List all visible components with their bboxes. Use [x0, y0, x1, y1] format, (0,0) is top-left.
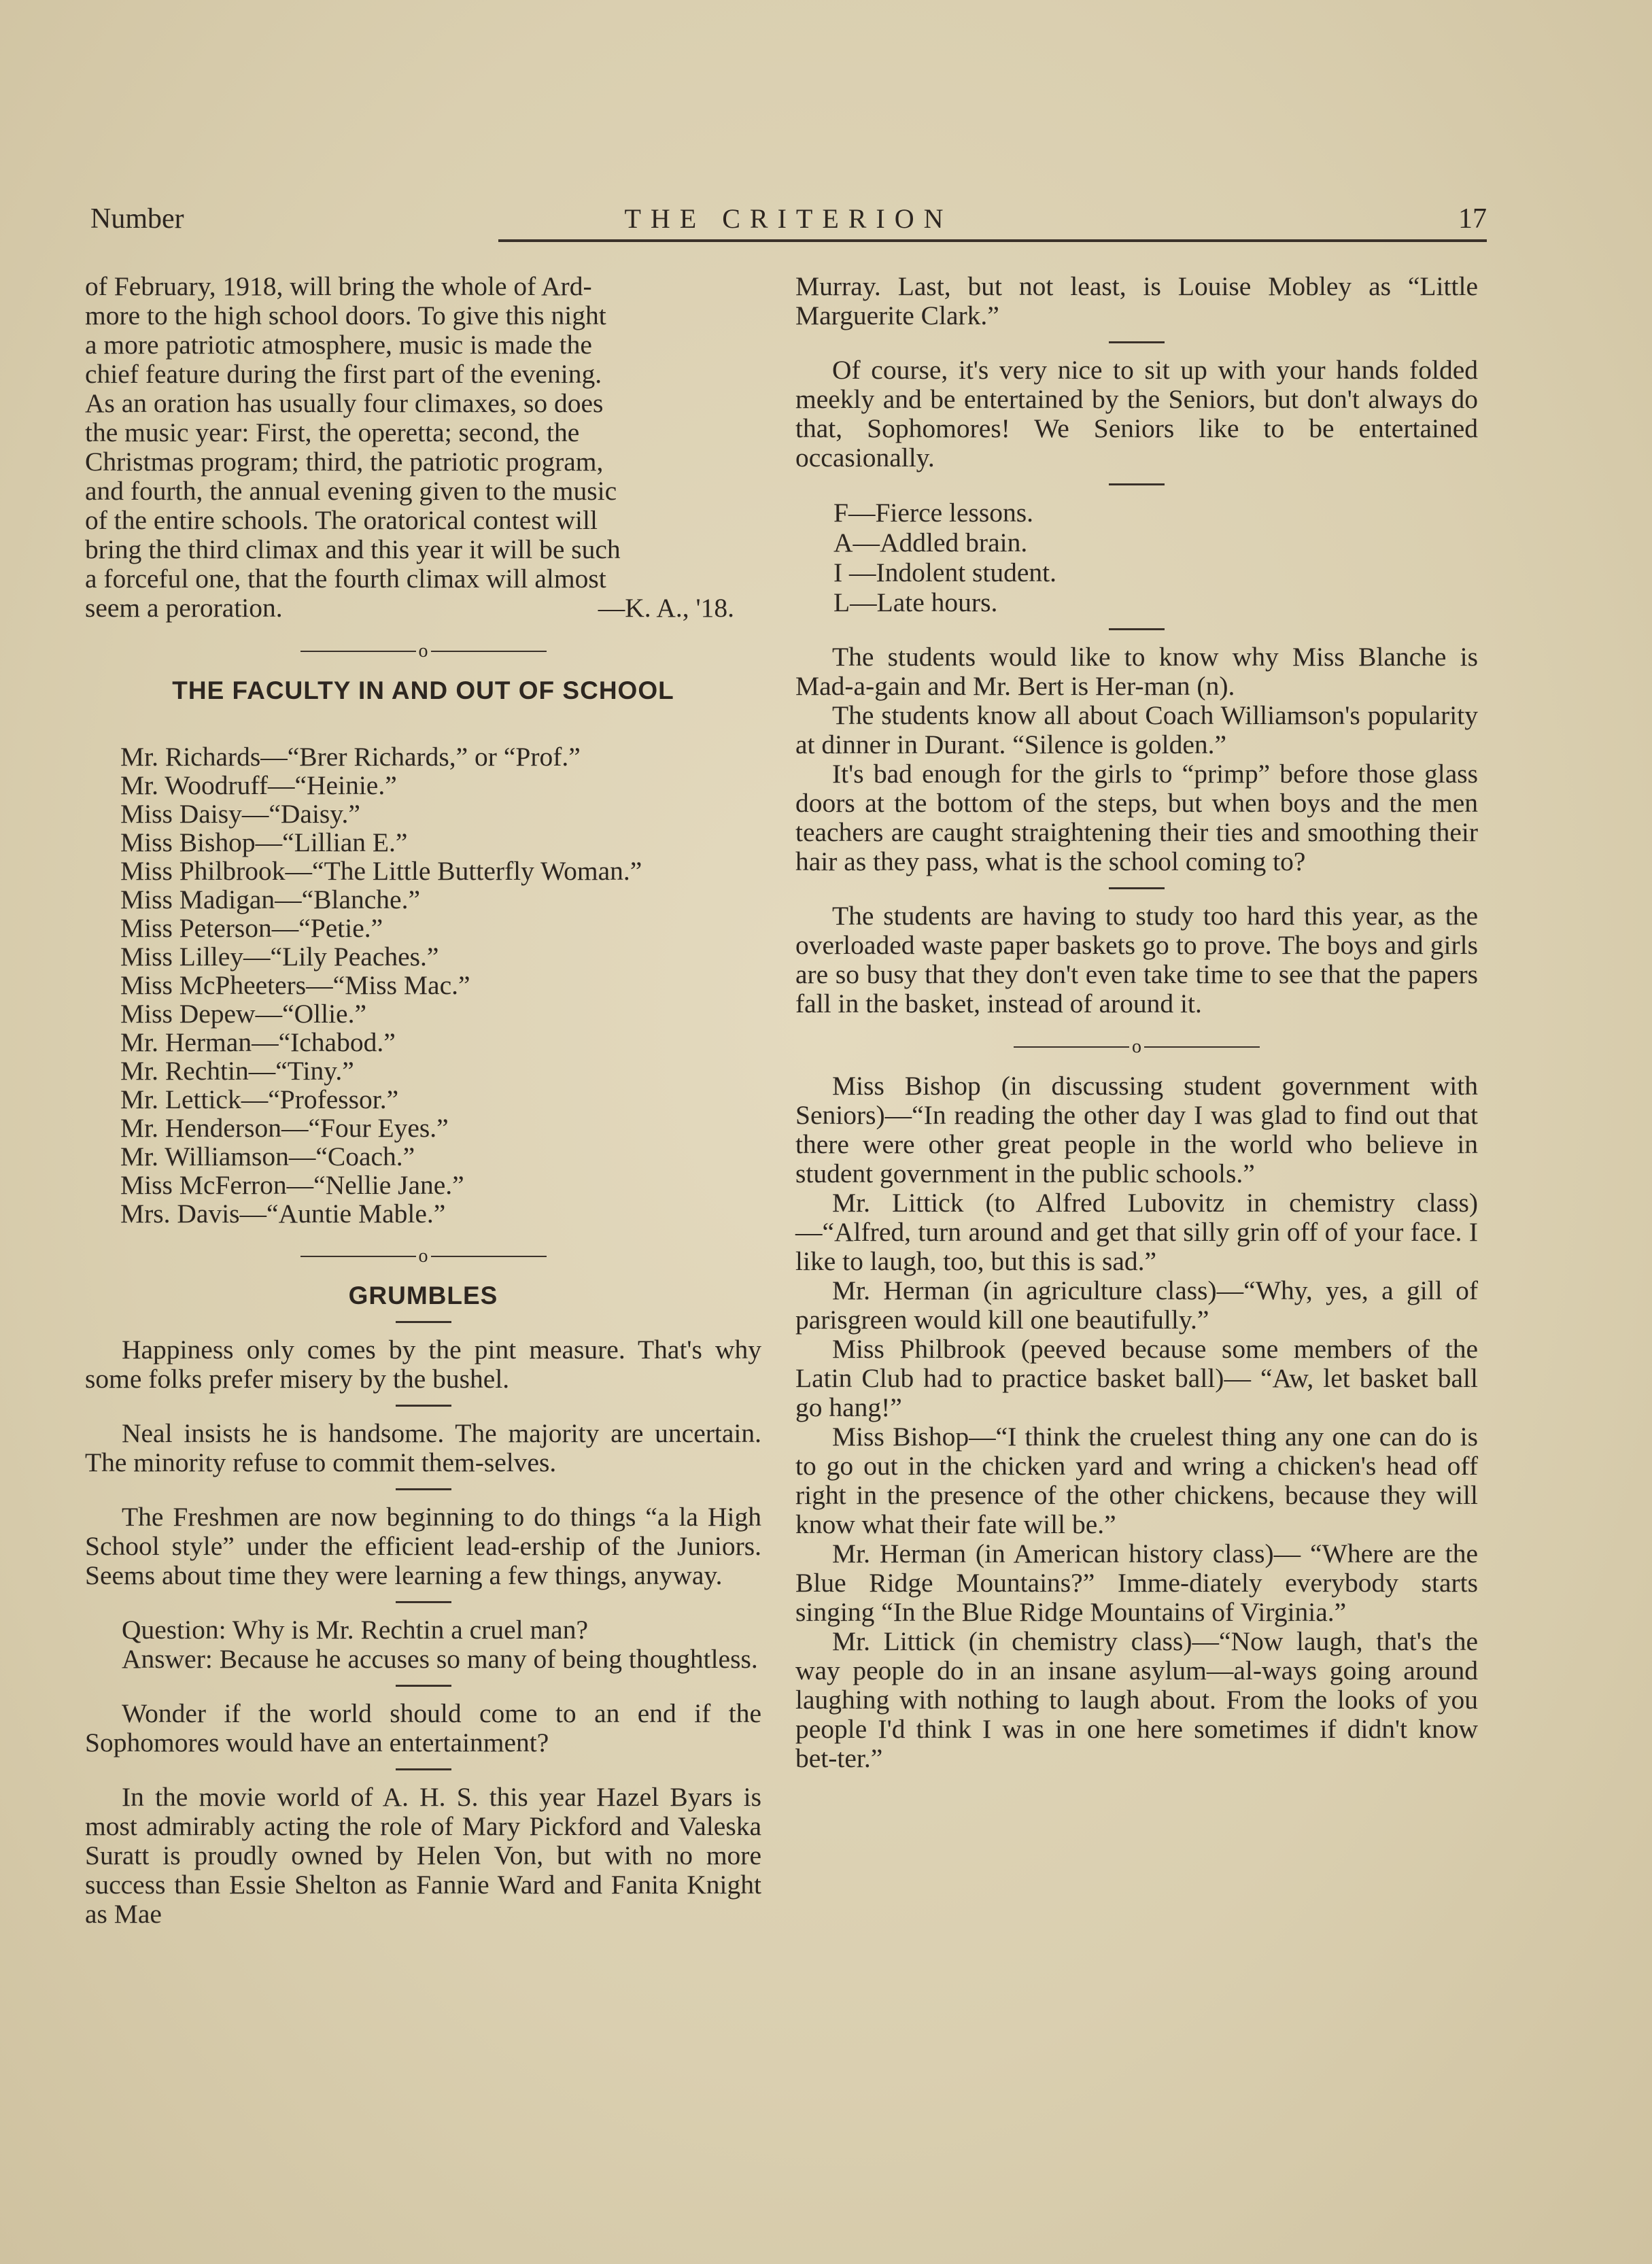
intro-line: chief feature during the first part of the evening. — [85, 359, 602, 389]
grumble-paragraph: The students would like to know why Miss Blanche is Mad-a-gain and Mr. Bert is Her-man (n). — [795, 642, 1478, 701]
acrostic-line: F—Fierce lessons. — [833, 498, 1034, 528]
grumble-paragraph: It's bad enough for the girls to “primp” before those glass doors at the bottom of the steps, but when boys and the men teachers are caught straightening their ties and smoothing their hair as they pass, what is the school coming to? — [795, 759, 1478, 876]
acrostic-line: L—Late hours. — [833, 587, 998, 617]
faculty-item: Miss Madigan—“Blanche.” — [120, 885, 420, 914]
intro-line: of the entire schools. The oratorical contest will — [85, 505, 598, 535]
acrostic-line: A—Addled brain. — [833, 528, 1028, 558]
intro-line: more to the high school doors. To give this night — [85, 301, 606, 330]
grumble-paragraph: Of course, it's very nice to sit up with your hands folded meekly and be entertained by the Seniors, but don't always do that, Sophomores! We Seniors like to be entertained occasionally. — [795, 355, 1478, 473]
header-rule — [498, 239, 1487, 242]
intro-line: Christmas program; third, the patriotic program, — [85, 447, 604, 477]
question-text: Question: Why is Mr. Rechtin a cruel man? — [122, 1615, 588, 1645]
faculty-item: Miss Depew—“Ollie.” — [120, 999, 366, 1029]
quote-paragraph: Miss Bishop—“I think the cruelest thing any one can do is to go out in the chicken yard and wring a chicken's head off right in the presence of the other chickens, because they will know what their fate will be.” — [795, 1422, 1478, 1539]
rule — [396, 1601, 451, 1603]
intro-line: the music year: First, the operetta; second, the — [85, 417, 580, 447]
faculty-item: Mr. Williamson—“Coach.” — [120, 1142, 415, 1171]
faf-acrostic — [795, 498, 1478, 617]
faculty-item: Mr. Henderson—“Four Eyes.” — [120, 1113, 449, 1143]
faculty-item: Mr. Lettick—“Professor.” — [120, 1084, 399, 1114]
grumble-paragraph: Happiness only comes by the pint measure. That's why some folks prefer misery by the bushel. — [85, 1335, 761, 1394]
separator-mark: o — [1132, 1036, 1141, 1058]
intro-line: As an oration has usually four climaxes, so does — [85, 388, 604, 418]
section-separator — [85, 1240, 761, 1267]
grumble-paragraph: The students know all about Coach Williamson's popularity at dinner in Durant. “Silence is golden.” — [795, 700, 1478, 759]
intro-line: of February, 1918, will bring the whole of Ard- — [85, 271, 592, 301]
header-number-label: Number — [90, 203, 184, 235]
faculty-item: Miss Philbrook—“The Little Butterfly Woman.” — [120, 856, 642, 886]
faculty-list — [85, 742, 761, 1228]
grumble-paragraph: The Freshmen are now beginning to do things “a la High School style” under the efficient lead-ership of the Juniors. Seems about time they were learning a few things, anyway. — [85, 1502, 761, 1590]
faculty-heading: THE FACULTY IN AND OUT OF SCHOOL — [172, 676, 674, 704]
section-separator — [85, 635, 761, 662]
quote-paragraph: Mr. Littick (to Alfred Lubovitz in chemistry class)—“Alfred, turn around and get that silly grin off of your face. I like to laugh, too, but this is sad.” — [795, 1188, 1478, 1276]
intro-line: a forceful one, that the fourth climax will almost — [85, 564, 606, 594]
faculty-item: Miss Lilley—“Lily Peaches.” — [120, 942, 439, 972]
faculty-item: Miss McPheeters—“Miss Mac.” — [120, 970, 470, 1000]
rule — [1109, 483, 1165, 485]
separator-mark: o — [418, 640, 428, 662]
faculty-item: Miss McFerron—“Nellie Jane.” — [120, 1170, 464, 1200]
grumbles-heading: GRUMBLES — [348, 1282, 498, 1309]
grumble-paragraph: Wonder if the world should come to an end if the Sophomores would have an entertainment? — [85, 1698, 761, 1757]
rule — [396, 1768, 451, 1770]
faculty-item: Miss Peterson—“Petie.” — [120, 913, 383, 943]
faculty-item: Mrs. Davis—“Auntie Mable.” — [120, 1199, 446, 1229]
section-separator — [795, 1031, 1478, 1058]
rule — [1109, 341, 1165, 343]
faculty-item: Mr. Rechtin—“Tiny.” — [120, 1056, 354, 1086]
page-number: 17 — [1458, 203, 1487, 235]
answer-text: Answer: Because he accuses so many of being thoughtless. — [122, 1644, 758, 1674]
right-column — [795, 272, 1478, 1773]
faculty-item: Mr. Richards—“Brer Richards,” or “Prof.” — [120, 742, 581, 772]
rule — [396, 1488, 451, 1490]
intro-signature: —K. A., '18. — [598, 593, 734, 623]
intro-line: seem a peroration. — [85, 593, 283, 623]
faculty-item: Mr. Woodruff—“Heinie.” — [120, 770, 397, 800]
page-header — [90, 203, 1487, 237]
grumble-paragraph: In the movie world of A. H. S. this year Hazel Byars is most admirably acting the role of Mary Pickford and Valeska Suratt is proudly owned by Helen Von, but with no more success than Essie Shelton as Fannie Ward and Fanita Knight as Mae — [85, 1782, 761, 1929]
left-column — [85, 272, 761, 1929]
continued-paragraph: Murray. Last, but not least, is Louise Mobley as “Little Marguerite Clark.” — [795, 271, 1478, 330]
rule — [396, 1405, 451, 1407]
rule — [1109, 628, 1165, 630]
acrostic-line: I —Indolent student. — [833, 558, 1057, 587]
quote-paragraph: Miss Bishop (in discussing student government with Seniors)—“In reading the other day I was glad to find out that there were other great people in the world who believe in student government in the public schools.” — [795, 1071, 1478, 1188]
intro-line: a more patriotic atmosphere, music is made the — [85, 330, 592, 360]
faculty-item: Mr. Herman—“Ichabod.” — [120, 1027, 396, 1057]
quote-paragraph: Mr. Herman (in American history class)— “Where are the Blue Ridge Mountains?” Imme-diately everybody starts singing “In the Blue Ridge Mountains of Virginia.” — [795, 1539, 1478, 1627]
separator-mark: o — [418, 1246, 428, 1267]
faculty-item: Miss Daisy—“Daisy.” — [120, 799, 360, 829]
grumble-paragraph: The students are having to study too hard this year, as the overloaded waste paper baskets go to prove. The boys and girls are so busy that they don't even take time to see that the papers fall in the basket, instead of around it. — [795, 901, 1478, 1018]
quote-paragraph: Mr. Littick (in chemistry class)—“Now laugh, that's the way people do in an insane asylum—al-ways going around laughing with nothing to laugh about. From the looks of you people I'd think I was in one here sometimes if didn't know bet-ter.” — [795, 1626, 1478, 1773]
intro-paragraph — [85, 272, 761, 623]
quote-paragraph: Miss Philbrook (peeved because some members of the Latin Club had to practice basket ball)— “Aw, let basket ball go hang!” — [795, 1334, 1478, 1422]
faculty-item: Miss Bishop—“Lillian E.” — [120, 827, 408, 857]
publication-title: THE CRITERION — [624, 203, 953, 234]
quote-paragraph: Mr. Herman (in agriculture class)—“Why, yes, a gill of parisgreen would kill one beautifully.” — [795, 1275, 1478, 1335]
intro-line-last — [85, 594, 761, 623]
grumble-paragraph: Neal insists he is handsome. The majority are uncertain. The minority refuse to commit them-selves. — [85, 1418, 761, 1477]
rule — [1109, 887, 1165, 889]
intro-line: bring the third climax and this year it will be such — [85, 534, 621, 564]
intro-line: and fourth, the annual evening given to the music — [85, 476, 617, 506]
rule — [396, 1685, 451, 1687]
rule — [396, 1321, 451, 1323]
